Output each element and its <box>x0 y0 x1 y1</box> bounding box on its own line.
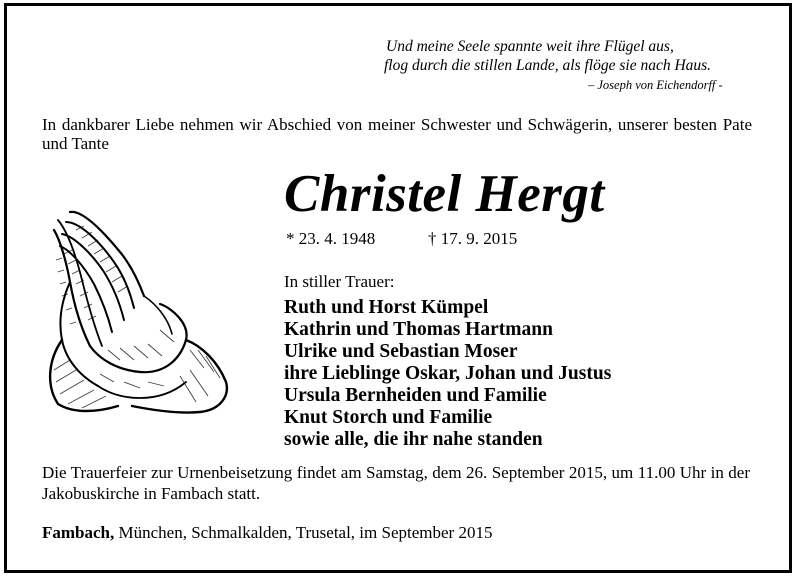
birth-date: * 23. 4. 1948 <box>286 229 376 248</box>
closing-line <box>42 523 492 543</box>
mourner-entry: Knut Storch und Familie <box>284 407 493 428</box>
death-date: † 17. 9. 2015 <box>428 229 518 248</box>
deceased-name: Christel Hergt <box>284 165 605 223</box>
mourner-entry: sowie alle, die ihr nahe standen <box>284 429 543 450</box>
closing-place: Fambach, <box>42 523 115 542</box>
mourner-entry: Kathrin und Thomas Hartmann <box>284 319 553 340</box>
poem-line-2: flog durch die stillen Lande, als flöge sie nach Haus. <box>384 57 712 74</box>
closing-rest: München, Schmalkalden, Trusetal, im September 2015 <box>114 523 493 542</box>
mourner-entry: Ruth und Horst Kümpel <box>284 297 489 318</box>
mourning-label: In stiller Trauer: <box>284 272 395 291</box>
mourner-entry: Ulrike und Sebastian Moser <box>284 341 518 362</box>
mourner-entry: ihre Lieblinge Oskar, Johan und Justus <box>284 363 612 384</box>
mourner-entry: Ursula Bernheiden und Familie <box>284 385 547 406</box>
intro-text: In dankbarer Liebe nehmen wir Abschied von meiner Schwester und Schwägerin, unserer besten Pate und Tante <box>42 115 752 153</box>
poem-author: – Joseph von Eichendorff - <box>588 78 723 92</box>
poem-line-1: Und meine Seele spannte weit ihre Flügel aus, <box>386 38 674 55</box>
mourners-list <box>284 297 611 451</box>
praying-hands-icon <box>40 200 240 420</box>
service-text: Die Trauerfeier zur Urnenbeisetzung findet am Samstag, dem 26. September 2015, um 11.00 Uhr in der Jakobuskirche in Fambach statt. <box>42 463 750 503</box>
